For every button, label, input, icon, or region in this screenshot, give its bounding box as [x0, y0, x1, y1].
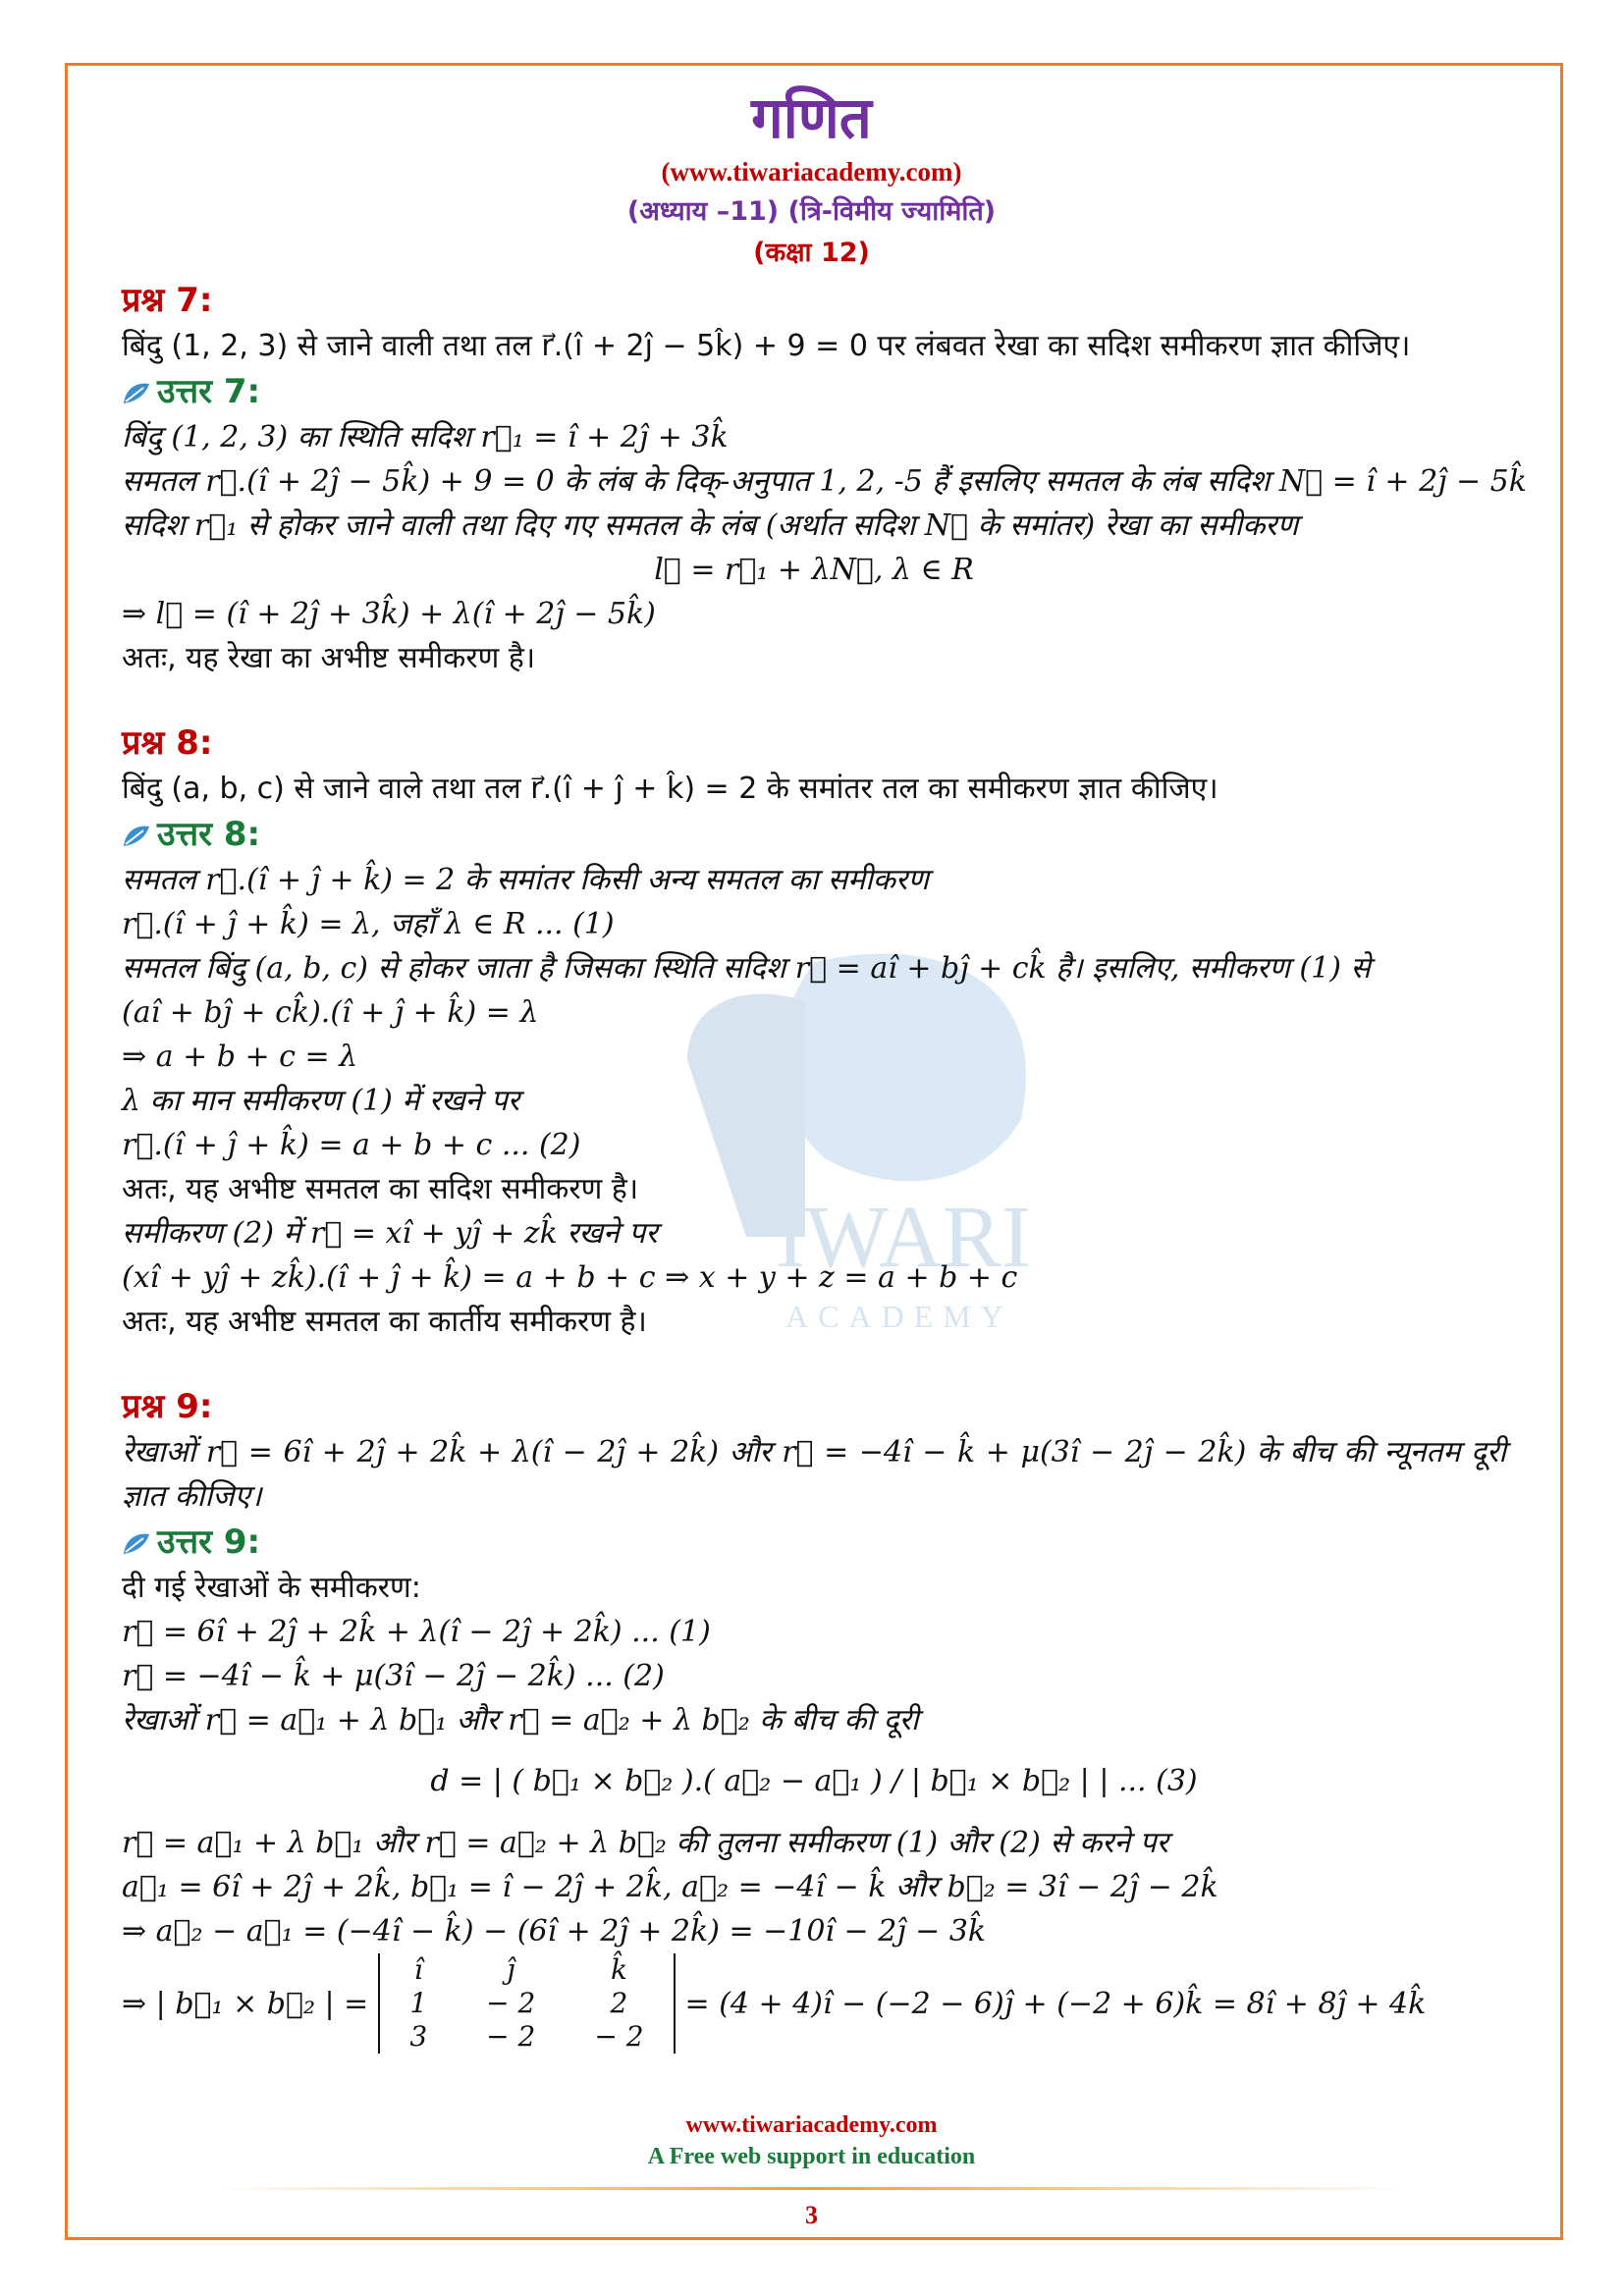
answer-7-line-1: बिंदु (1, 2, 3) का स्थिति सदिश r⃗₁ = î + 2ĵ + 3k̂	[122, 420, 729, 454]
answer-8-line-2: r⃗.(î + ĵ + k̂) = λ, जहाँ λ ∈ R ... (1)	[122, 907, 615, 941]
answer-8-line-3: समतल बिंदु (a, b, c) से होकर जाता है जिसका स्थिति सदिश r⃗ = aî + bĵ + ck̂ है। इसलिए, समीकरण (1) से	[122, 951, 1371, 986]
det-cell: k̂	[610, 1953, 627, 1986]
answer-8-line-10: (xî + yĵ + zk̂).(î + ĵ + k̂) = a + b + c ⇒ x + y + z = a + b + c	[122, 1260, 1018, 1295]
page-title: गणित	[751, 84, 872, 151]
header-chapter: (अध्याय –11) (त्रि-विमीय ज्यामिति)	[626, 196, 997, 227]
footer-site-link[interactable]: www.tiwariacademy.com	[685, 2112, 938, 2138]
answer-7-equation: l⃗ = r⃗₁ + λN⃗, λ ∈ R	[654, 553, 974, 587]
determinant-lhs: ⇒ | b⃗₁ × b⃗₂ | =	[122, 1986, 369, 2021]
footer-tagline: A Free web support in education	[647, 2144, 976, 2169]
answer-9-line-7: ⇒ a⃗₂ − a⃗₁ = (−4î − k̂) − (6î + 2ĵ + 2k̂) = −10î − 2ĵ − 3k̂	[122, 1914, 987, 1949]
answer-7-line-5: अतः, यह रेखा का अभीष्ट समीकरण है।	[122, 641, 536, 675]
answer-9-line-1: दी गई रेखाओं के समीकरण:	[122, 1571, 421, 1605]
det-cell: − 2	[486, 2020, 536, 2053]
header-site[interactable]: (www.tiwariacademy.com)	[661, 157, 962, 187]
watermark-text: IWARI	[776, 1189, 1031, 1286]
answer-9-determinant	[122, 1953, 1506, 2054]
answer-9-line-6: a⃗₁ = 6î + 2ĵ + 2k̂, b⃗₁ = î − 2ĵ + 2k̂, a⃗₂ = −4î − k̂ और b⃗₂ = 3î − 2ĵ − 2k̂	[122, 1870, 1218, 1904]
answer-8-line-6: λ का मान समीकरण (1) में रखने पर	[122, 1084, 520, 1118]
answer-9-line-4: रेखाओं r⃗ = a⃗₁ + λ b⃗₁ और r⃗ = a⃗₂ + λ b⃗₂ के बीच की दूरी	[122, 1703, 919, 1737]
det-cell: − 2	[486, 1987, 536, 2019]
question-8-text: बिंदु (a, b, c) से जाने वाले तथा तल r⃗.(î + ĵ + k̂) = 2 के समांतर तल का समीकरण ज्ञात कीजिए।	[122, 772, 1218, 806]
page-number: 3	[805, 2201, 818, 2229]
question-7-text: बिंदु (1, 2, 3) से जाने वाली तथा तल r⃗.(î + 2ĵ − 5k̂) + 9 = 0 पर लंबवत रेखा का सदिश समीकरण ज्ञात कीजिए।	[122, 329, 1411, 363]
leaf-logo-icon	[122, 1530, 151, 1556]
footer-divider	[216, 2187, 1407, 2190]
answer-9-label: उत्तर 9:	[157, 1522, 261, 1562]
answer-9-line-3: r⃗ = −4î − k̂ + μ(3î − 2ĵ − 2k̂) ... (2)	[122, 1659, 665, 1693]
answer-8-line-8: अतः, यह अभीष्ट समतल का सदिश समीकरण है।	[122, 1172, 639, 1206]
watermark-sub: ACADEMY	[785, 1299, 1013, 1334]
answer-8-line-4: (aî + bĵ + ck̂).(î + ĵ + k̂) = λ	[122, 995, 539, 1030]
answer-7-heading	[122, 368, 1506, 415]
answer-9-line-5: r⃗ = a⃗₁ + λ b⃗₁ और r⃗ = a⃗₂ + λ b⃗₂ की तुलना समीकरण (1) और (2) से करने पर	[122, 1826, 1168, 1860]
det-cell: ĵ	[506, 1953, 515, 1986]
answer-8-heading	[122, 811, 1506, 858]
question-9-label: प्रश्न 9:	[122, 1387, 213, 1426]
answer-9-distance-formula: d = | ( b⃗₁ × b⃗₂ ).( a⃗₂ − a⃗₁ ) / | b⃗₁ × b⃗₂ | | ... (3)	[430, 1764, 1198, 1798]
answer-8-line-1: समतल r⃗.(î + ĵ + k̂) = 2 के समांतर किसी अन्य समतल का समीकरण	[122, 863, 929, 897]
determinant-rhs: = (4 + 4)î − (−2 − 6)ĵ + (−2 + 6)k̂ = 8î + 8ĵ + 4k̂	[684, 1986, 1427, 2021]
question-9-text: रेखाओं r⃗ = 6î + 2ĵ + 2k̂ + λ(î − 2ĵ + 2k̂) और r⃗ = −4î − k̂ + μ(3î − 2ĵ − 2k̂) के बीच की न्यूनतम दूरी ज्ञात कीजिए।	[122, 1435, 1506, 1514]
content	[122, 277, 1527, 2054]
det-cell: 1	[409, 1987, 428, 2019]
question-7-label: प्रश्न 7:	[122, 281, 213, 320]
answer-7-line-3: सदिश r⃗₁ से होकर जाने वाली तथा दिए गए समतल के लंब (अर्थात सदिश N⃗ के समांतर) रेखा का समीकरण	[122, 508, 1299, 543]
answer-8-line-5: ⇒ a + b + c = λ	[122, 1040, 358, 1074]
answer-8-line-7: r⃗.(î + ĵ + k̂) = a + b + c ... (2)	[122, 1128, 581, 1162]
determinant-matrix	[378, 1953, 675, 2054]
leaf-logo-icon	[122, 380, 151, 405]
det-cell: 2	[610, 1987, 628, 2019]
answer-7-label: उत्तर 7:	[157, 372, 261, 411]
answer-7-line-4: ⇒ l⃗ = (î + 2ĵ + 3k̂) + λ(î + 2ĵ − 5k̂)	[122, 597, 656, 631]
det-cell: − 2	[594, 2020, 644, 2053]
det-cell: 3	[409, 2020, 428, 2053]
answer-8-line-9: समीकरण (2) में r⃗ = xî + yĵ + zk̂ रखने पर	[122, 1216, 658, 1251]
answer-7-line-2: समतल r⃗.(î + 2ĵ − 5k̂) + 9 = 0 के लंब के दिक्-अनुपात 1, 2, -5 हैं इसलिए समतल के लंब सदिश N⃗ = î + 2ĵ − 5k̂	[122, 464, 1527, 499]
leaf-logo-icon	[122, 823, 151, 848]
answer-8-line-11: अतः, यह अभीष्ट समतल का कार्तीय समीकरण है।	[122, 1305, 647, 1339]
answer-9-heading	[122, 1519, 1506, 1566]
answer-8-label: उत्तर 8:	[157, 815, 261, 854]
det-cell: î	[413, 1953, 423, 1986]
question-8-label: प्रश्न 8:	[122, 723, 213, 763]
header-class: (कक्षा 12)	[753, 238, 870, 268]
answer-9-line-2: r⃗ = 6î + 2ĵ + 2k̂ + λ(î − 2ĵ + 2k̂) ... (1)	[122, 1615, 711, 1649]
